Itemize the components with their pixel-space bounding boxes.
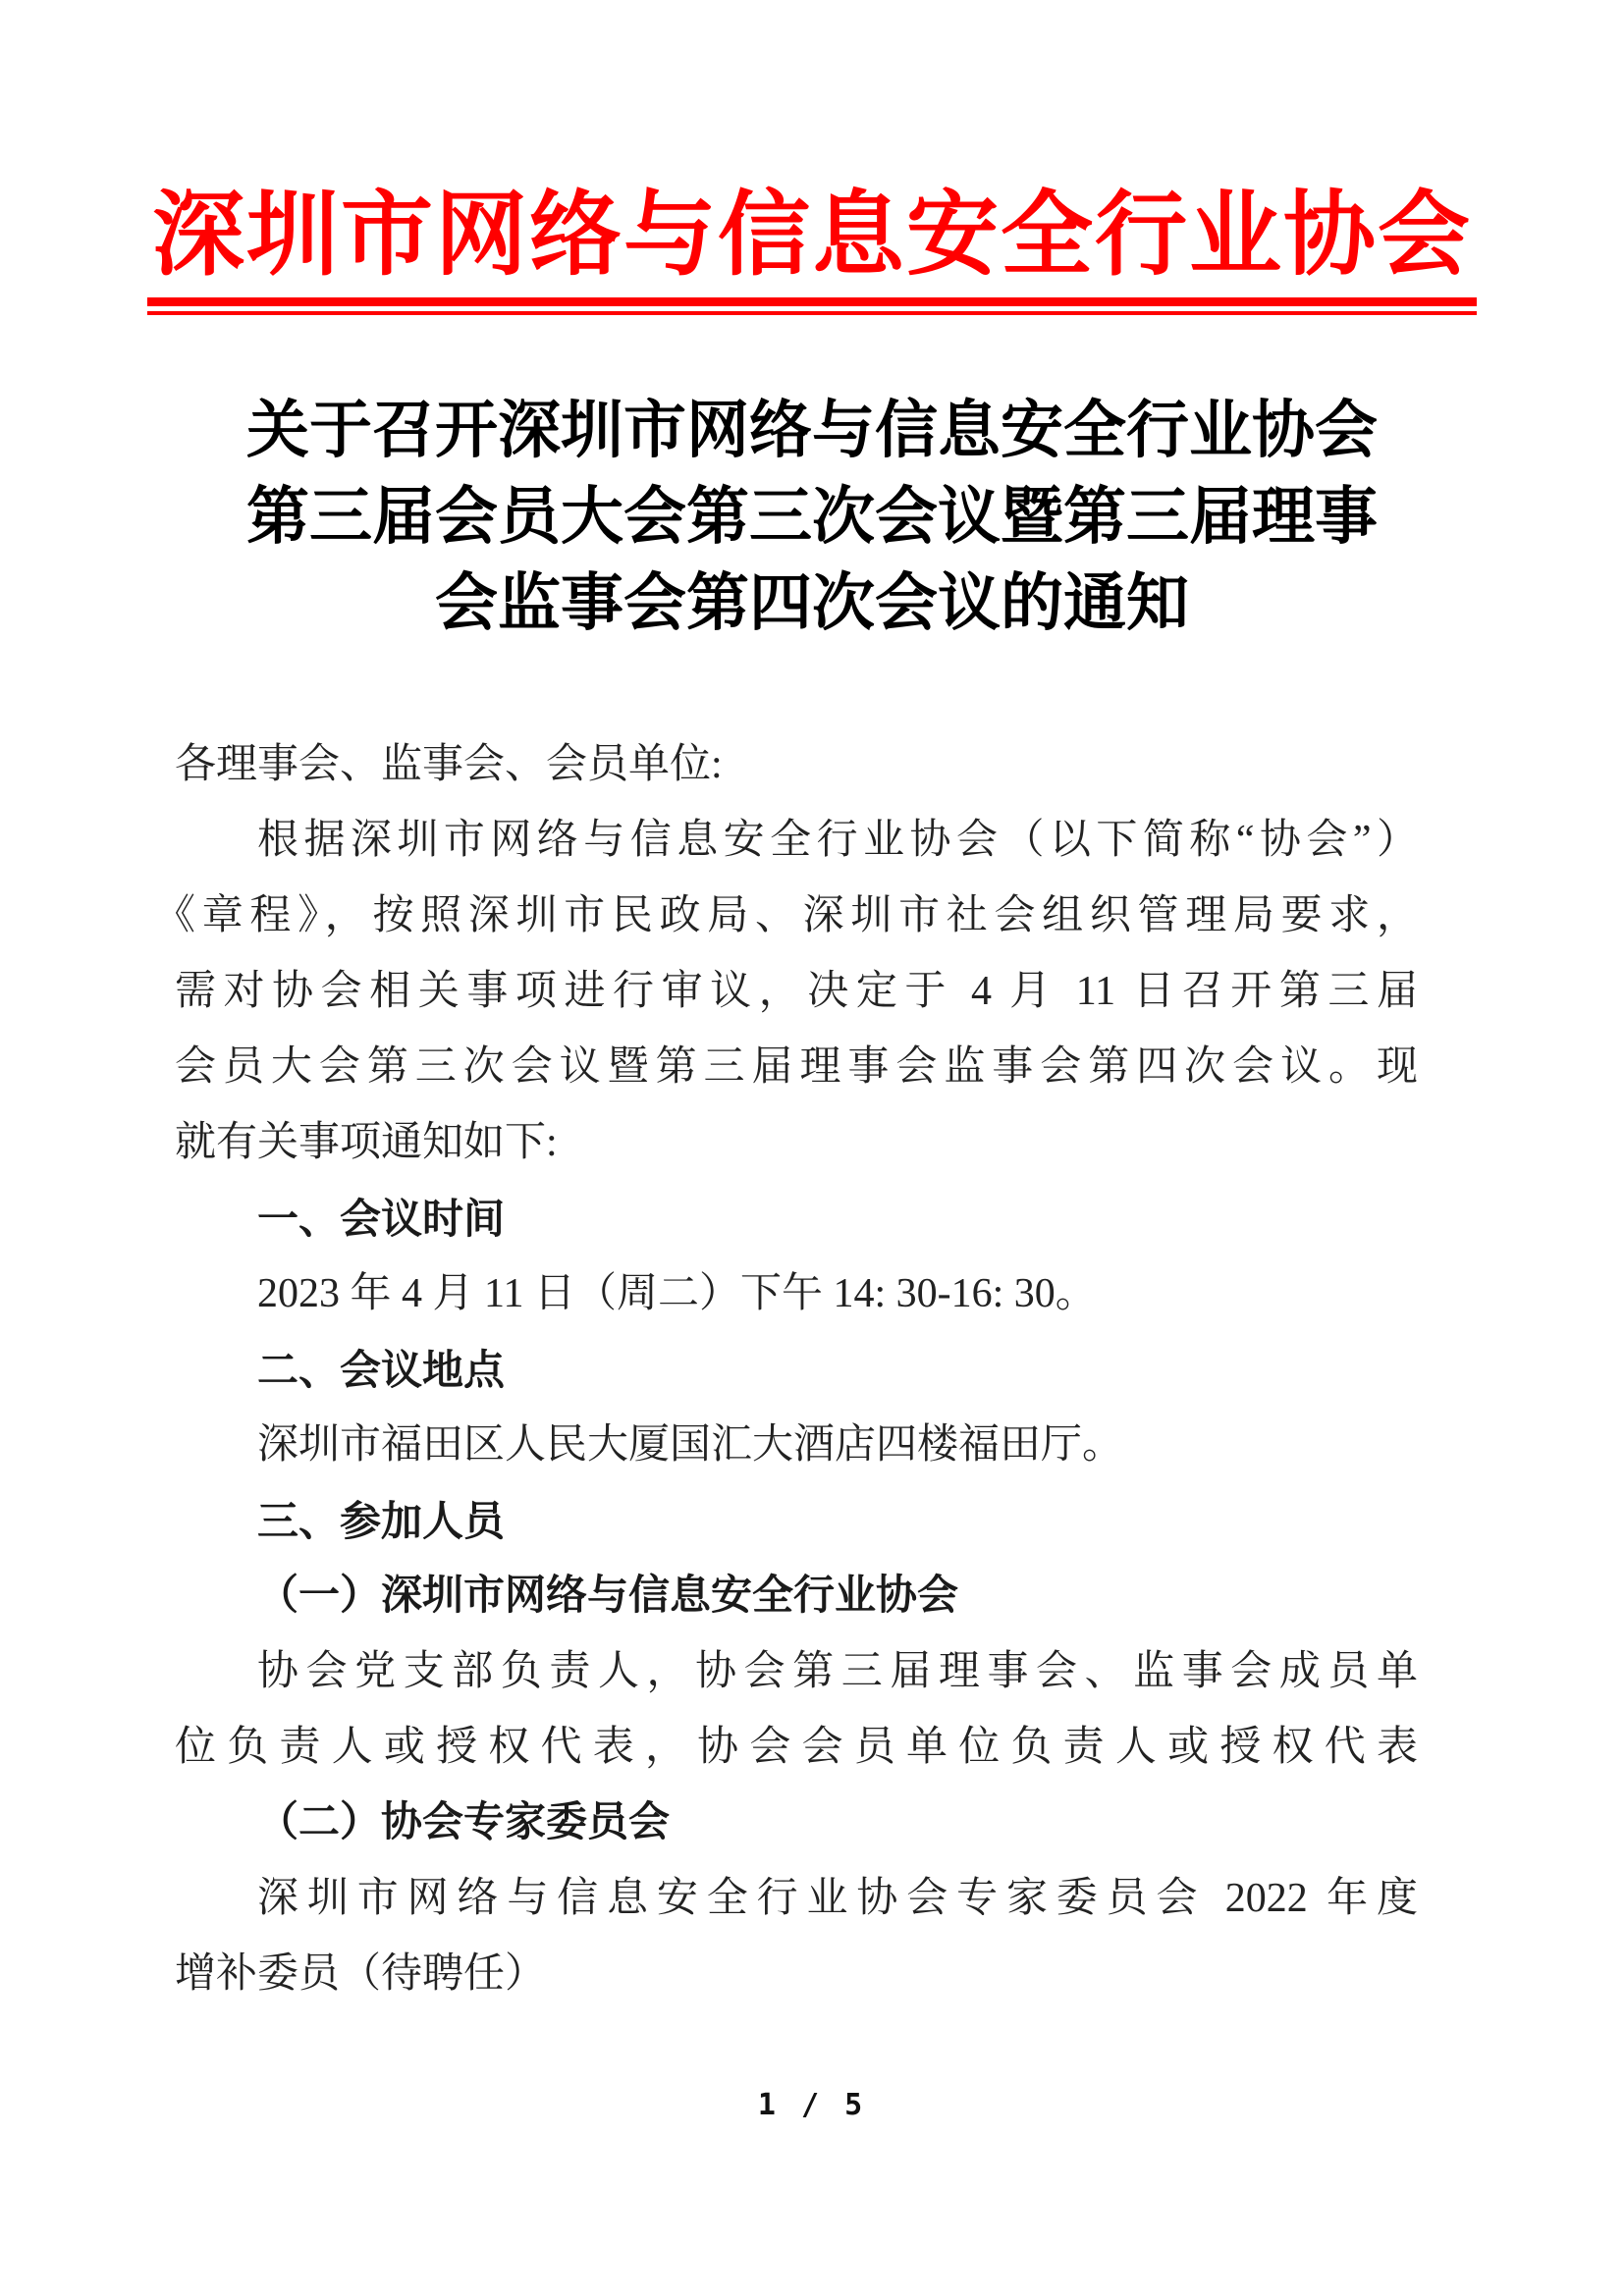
section-heading-1: 一、会议时间 [257,1196,506,1242]
title-line: 第三届会员大会第三次会议暨第三届理事 [246,482,1378,552]
page-number: 1 / 5 [757,2088,867,2122]
paragraph-line: 位负责人或授权代表，协会会员单位负责人或授权代表 [175,1725,1418,1770]
title-line: 关于召开深圳市网络与信息安全行业协会 [246,396,1378,465]
paragraph-line: 就有关事项通知如下: [175,1120,558,1165]
subsection-heading-2: （二）协会专家委员会 [257,1800,671,1845]
paragraph-line: 根据深圳市网络与信息安全行业协会（以下简称“协会”） [257,818,1418,863]
org-name-title: 深圳市网络与信息安全行业协会 [151,185,1472,287]
letterhead-rule-thin [147,311,1477,315]
paragraph-line: 协会党支部负责人，协会第三届理事会、监事会成员单 [257,1649,1418,1694]
paragraph-line: 《章程》，按照深圳市民政局、深圳市社会组织管理局要求， [154,893,1418,938]
paragraph-line: 会员大会第三次会议暨第三届理事会监事会第四次会议。现 [175,1044,1418,1090]
document-title [0,388,1624,647]
meeting-time-line: 2023 年 4 月 11 日（周二）下午 14: 30-16: 30。 [257,1271,1097,1316]
letterhead [147,185,1477,315]
letterhead-rule-thick [147,297,1477,306]
paragraph-line: 深圳市网络与信息安全行业协会专家委员会 2022 年度 [257,1876,1418,1921]
paragraph-line: 增补委员（待聘任） [175,1951,547,1997]
document-body [154,727,1418,2012]
subsection-heading-1: （一）深圳市网络与信息安全行业协会 [257,1574,959,1619]
section-heading-3: 三、参加人员 [257,1498,506,1544]
salutation-line: 各理事会、监事会、会员单位: [175,742,723,787]
page-footer [0,2089,1624,2122]
meeting-place-line: 深圳市福田区人民大厦国汇大酒店四楼福田厅。 [257,1422,1124,1468]
section-heading-2: 二、会议地点 [257,1347,506,1393]
title-line: 会监事会第四次会议的通知 [435,568,1189,638]
paragraph-line: 需对协会相关事项进行审议，决定于 4 月 11 日召开第三届 [175,969,1418,1014]
